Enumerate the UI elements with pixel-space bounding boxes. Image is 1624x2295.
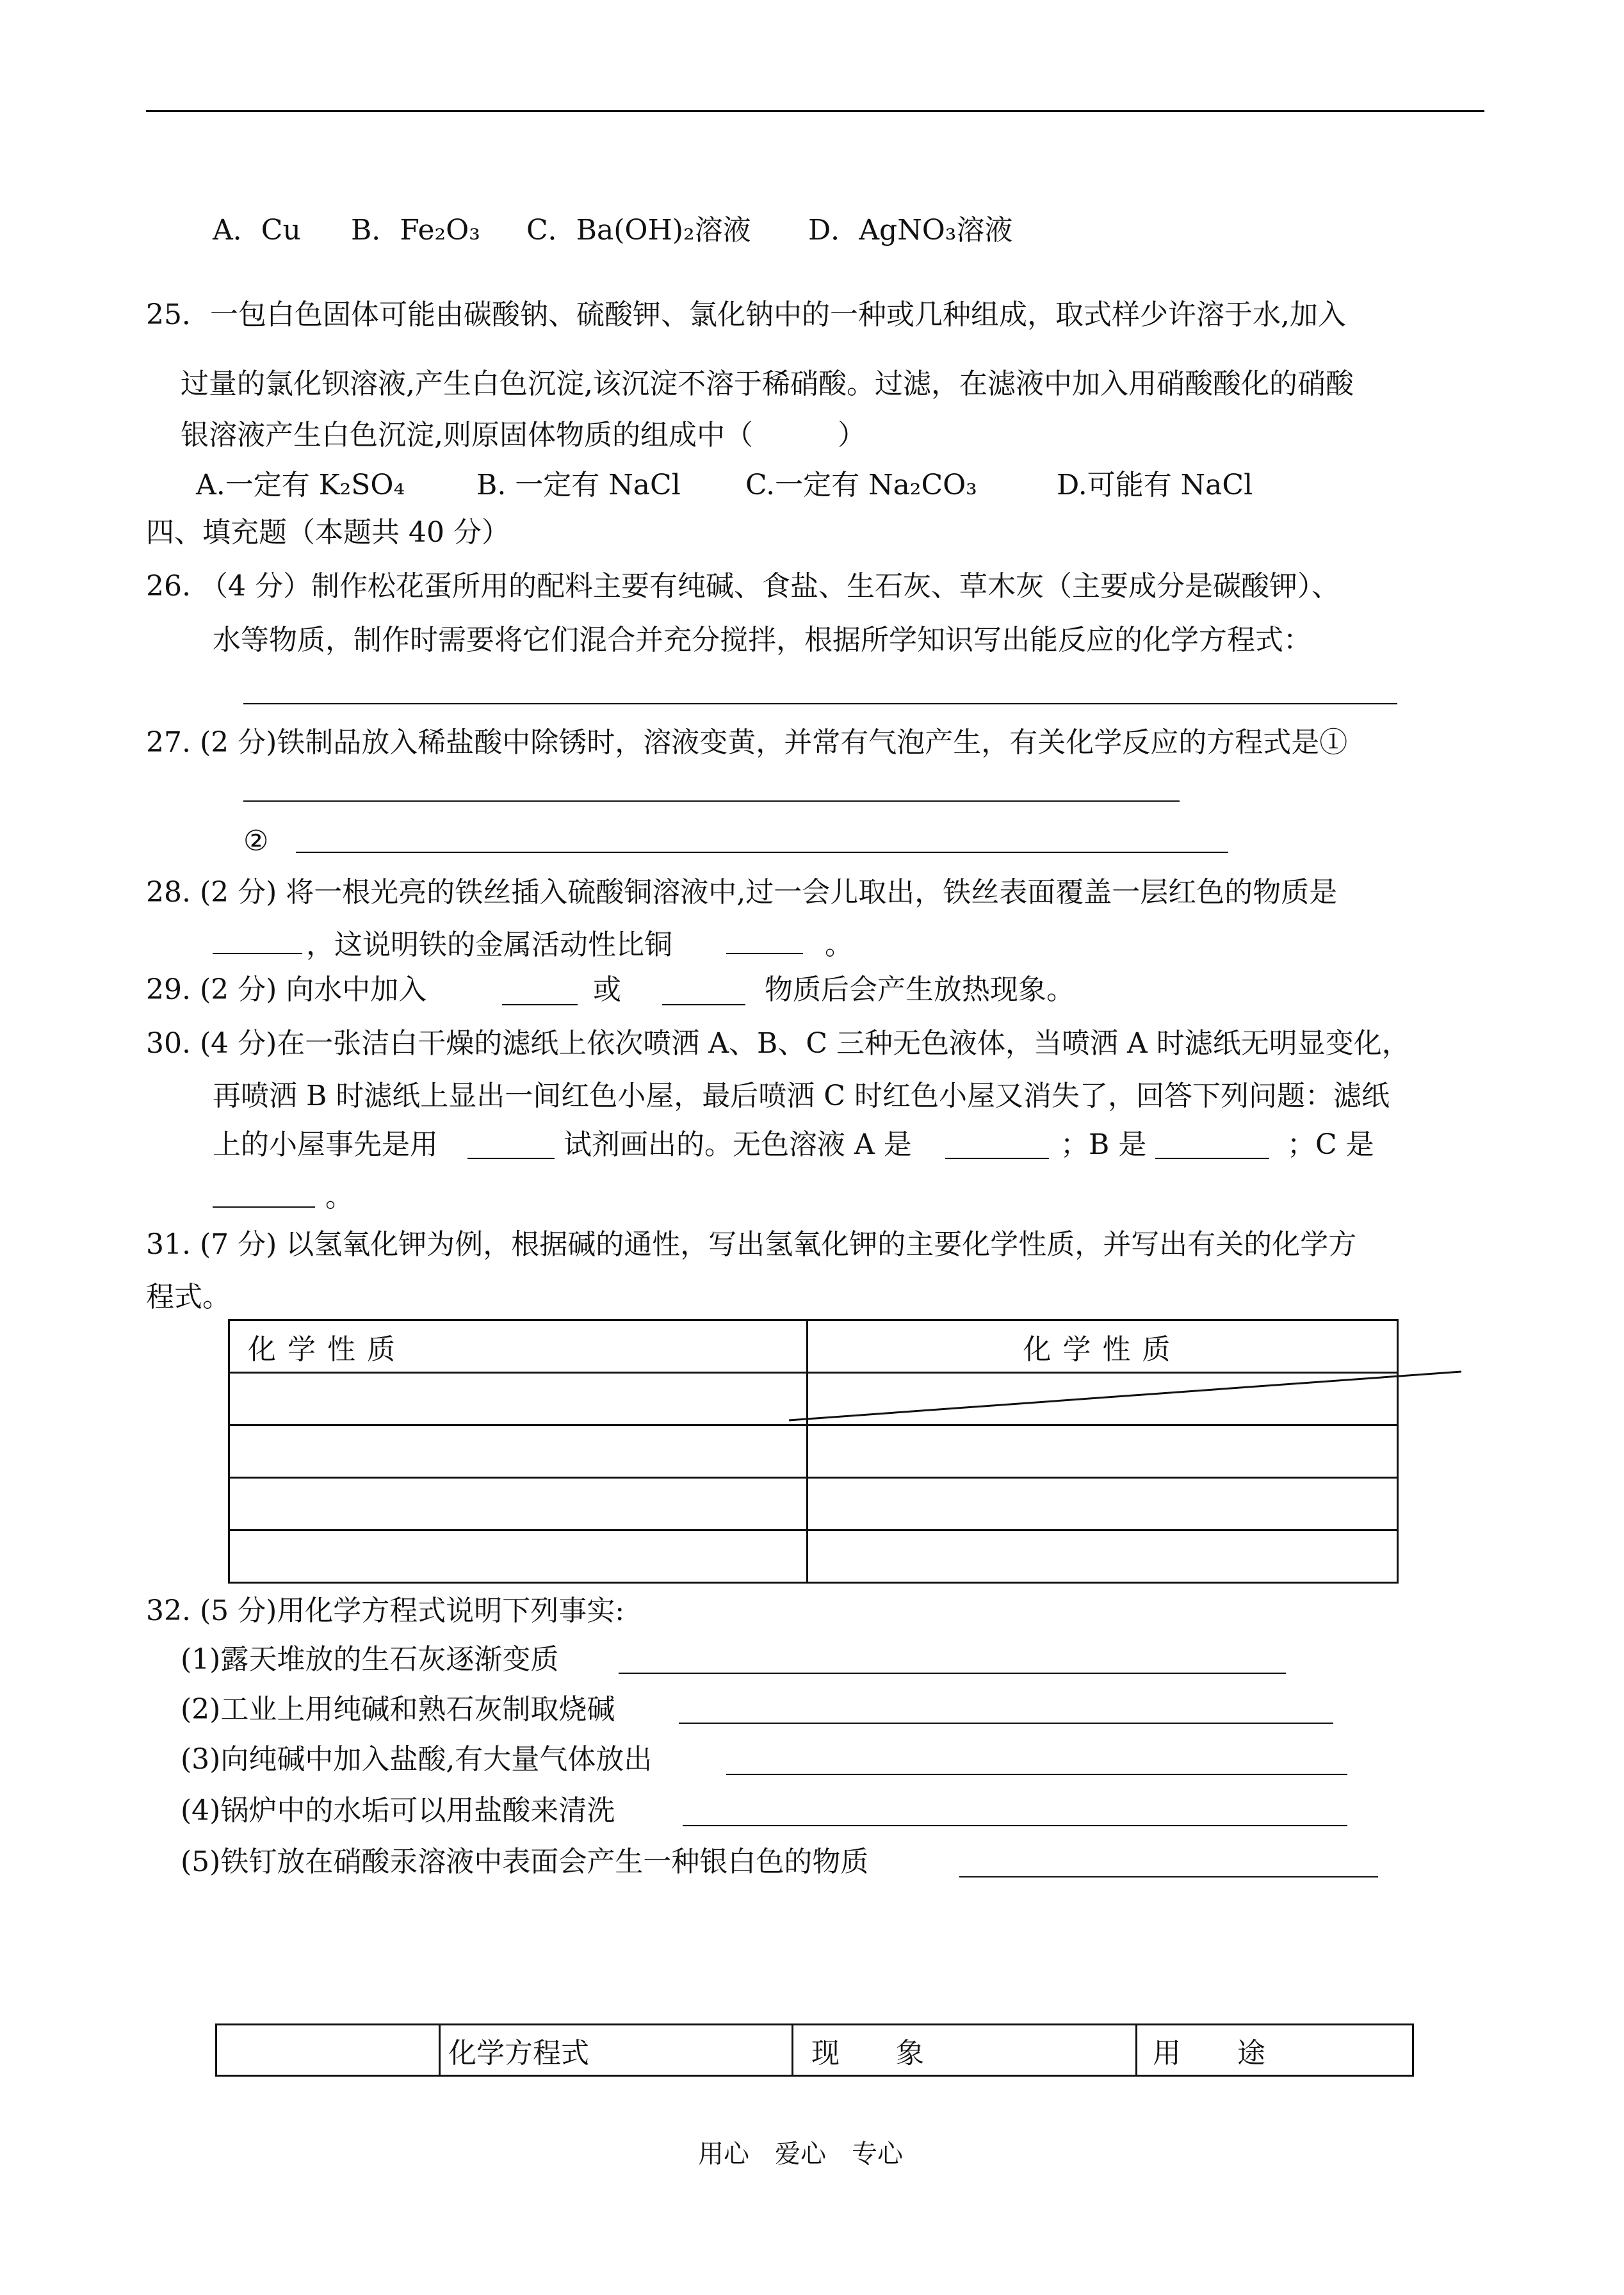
q31-line2: 程式。 bbox=[146, 1281, 231, 1313]
bottom-header-1: 化学方程式 bbox=[448, 2036, 589, 2070]
bottom-table-header-use bbox=[1137, 2025, 1413, 2076]
q29-mid: 或 bbox=[593, 973, 621, 1006]
q27-answer-line-2[interactable] bbox=[296, 852, 1228, 853]
q28-line2-mid: ，这说明铁的金属活动性比铜 bbox=[306, 929, 672, 961]
q32-heading: 32. (5 分)用化学方程式说明下列事实: bbox=[146, 1594, 625, 1627]
q32-answer-line-1[interactable] bbox=[619, 1673, 1286, 1674]
q26-line2: 水等物质，制作时需要将它们混合并充分搅拌，根据所学知识写出能反应的化学方程式： bbox=[213, 624, 1311, 656]
stray-diagonal-line bbox=[788, 1364, 1466, 1428]
q30-line1: 30. (4 分)在一张洁白干燥的滤纸上依次喷洒 A、B、C 三种无色液体，当喷洒 A 时滤纸无明显变化， bbox=[146, 1027, 1410, 1060]
q25-option-d: D.可能有 NaCl bbox=[1057, 469, 1253, 501]
q31-properties-table bbox=[228, 1319, 1399, 1584]
section-heading: 四、填充题（本题共 40 分） bbox=[146, 516, 510, 549]
q30-blank-b[interactable] bbox=[1155, 1158, 1269, 1159]
q31-header-left-text: 化学性质 bbox=[248, 1333, 407, 1366]
q30-blank-reagent[interactable] bbox=[467, 1158, 555, 1159]
bottom-table-header-phenomenon bbox=[793, 2025, 1137, 2076]
q30-line3-c: ；B 是 bbox=[1060, 1128, 1147, 1161]
q31-cell[interactable] bbox=[229, 1373, 808, 1425]
q31-header-right-text: 化学性质 bbox=[1023, 1333, 1182, 1366]
q32-item-1: (1)露天堆放的生石灰逐渐变质 bbox=[181, 1643, 559, 1676]
q27-line1: 27. (2 分)铁制品放入稀盐酸中除锈时，溶液变黄，并常有气泡产生，有关化学反应的方程式是① bbox=[146, 726, 1348, 759]
q30-line3-a: 上的小屋事先是用 bbox=[213, 1128, 438, 1161]
q31-line1: 31. (7 分) 以氢氧化钾为例，根据碱的通性，写出氢氧化钾的主要化学性质，并写出有关的化学方 bbox=[146, 1228, 1357, 1261]
bottom-table-header-equation bbox=[440, 2025, 793, 2076]
q24-option-c: C．Ba(OH)₂溶液 bbox=[526, 214, 751, 247]
q32-item-4: (4)锅炉中的水垢可以用盐酸来清洗 bbox=[181, 1794, 615, 1827]
q29-post: 物质后会产生放热现象。 bbox=[765, 973, 1075, 1006]
q25-line3: 银溶液产生白色沉淀,则原固体物质的组成中（ ） bbox=[181, 419, 866, 451]
q30-line3-b: 试剂画出的。无色溶液 A 是 bbox=[564, 1128, 912, 1161]
q31-cell[interactable] bbox=[229, 1478, 808, 1530]
q29-blank-1[interactable] bbox=[502, 1004, 578, 1005]
q32-answer-line-2[interactable] bbox=[679, 1723, 1333, 1724]
q32-item-3: (3)向纯碱中加入盐酸,有大量气体放出 bbox=[181, 1743, 653, 1776]
q28-blank-1[interactable] bbox=[213, 953, 302, 954]
q28-line1: 28. (2 分) 将一根光亮的铁丝插入硫酸铜溶液中,过一会儿取出，铁丝表面覆盖一层红色的物质是 bbox=[146, 876, 1338, 909]
q30-line4-end: 。 bbox=[325, 1181, 353, 1213]
q27-answer-line-1[interactable] bbox=[243, 800, 1180, 802]
q31-cell[interactable] bbox=[808, 1425, 1398, 1478]
q27-mark-2: ② bbox=[243, 825, 269, 857]
q25-option-b: B. 一定有 NaCl bbox=[476, 469, 681, 501]
q30-line3-d: ；C 是 bbox=[1287, 1128, 1374, 1161]
q24-option-d: D．AgNO₃溶液 bbox=[808, 214, 1013, 247]
q25-line2: 过量的氯化钡溶液,产生白色沉淀,该沉淀不溶于稀硝酸。过滤，在滤液中加入用硝酸酸化的硝酸 bbox=[181, 368, 1354, 400]
page-footer: 用心 爱心 专心 bbox=[698, 2139, 903, 2169]
bottom-table bbox=[215, 2023, 1414, 2077]
q25-option-c: C.一定有 Na₂CO₃ bbox=[745, 469, 977, 501]
q25-option-a: A.一定有 K₂SO₄ bbox=[196, 469, 405, 501]
q30-blank-a[interactable] bbox=[945, 1158, 1049, 1159]
bottom-header-3: 用 途 bbox=[1153, 2036, 1265, 2070]
q32-item-5: (5)铁钉放在硝酸汞溶液中表面会产生一种银白色的物质 bbox=[181, 1845, 869, 1878]
q26-line1: 26. （4 分）制作松花蛋所用的配料主要有纯碱、食盐、生石灰、草木灰（主要成分是碳酸钾）、 bbox=[146, 570, 1340, 603]
bottom-table-header-blank bbox=[216, 2025, 440, 2076]
q31-cell[interactable] bbox=[229, 1530, 808, 1583]
q26-answer-line[interactable] bbox=[243, 703, 1397, 704]
q28-line2-end: 。 bbox=[825, 929, 853, 961]
q31-cell[interactable] bbox=[808, 1478, 1398, 1530]
q32-answer-line-3[interactable] bbox=[726, 1774, 1347, 1775]
q31-table-header-left bbox=[229, 1320, 808, 1373]
q24-option-b: B．Fe₂O₃ bbox=[351, 214, 480, 247]
q30-blank-c[interactable] bbox=[213, 1206, 315, 1208]
q31-cell[interactable] bbox=[808, 1530, 1398, 1583]
bottom-header-2: 现 象 bbox=[811, 2036, 924, 2070]
q32-answer-line-4[interactable] bbox=[683, 1825, 1347, 1826]
q25-line1: 25．一包白色固体可能由碳酸钠、硫酸钾、氯化钠中的一种或几种组成，取式样少许溶于水,加入 bbox=[146, 298, 1346, 331]
q32-item-2: (2)工业上用纯碱和熟石灰制取烧碱 bbox=[181, 1693, 615, 1726]
header-rule bbox=[146, 110, 1484, 112]
q32-answer-line-5[interactable] bbox=[959, 1876, 1378, 1877]
q30-line2: 再喷洒 B 时滤纸上显出一间红色小屋，最后喷洒 C 时红色小屋又消失了，回答下列问题：滤纸 bbox=[213, 1080, 1390, 1112]
q29-blank-2[interactable] bbox=[662, 1004, 745, 1005]
q31-cell[interactable] bbox=[229, 1425, 808, 1478]
q24-option-a: A．Cu bbox=[213, 214, 301, 247]
q28-blank-2[interactable] bbox=[726, 953, 803, 954]
q29-pre: 29. (2 分) 向水中加入 bbox=[146, 973, 427, 1006]
